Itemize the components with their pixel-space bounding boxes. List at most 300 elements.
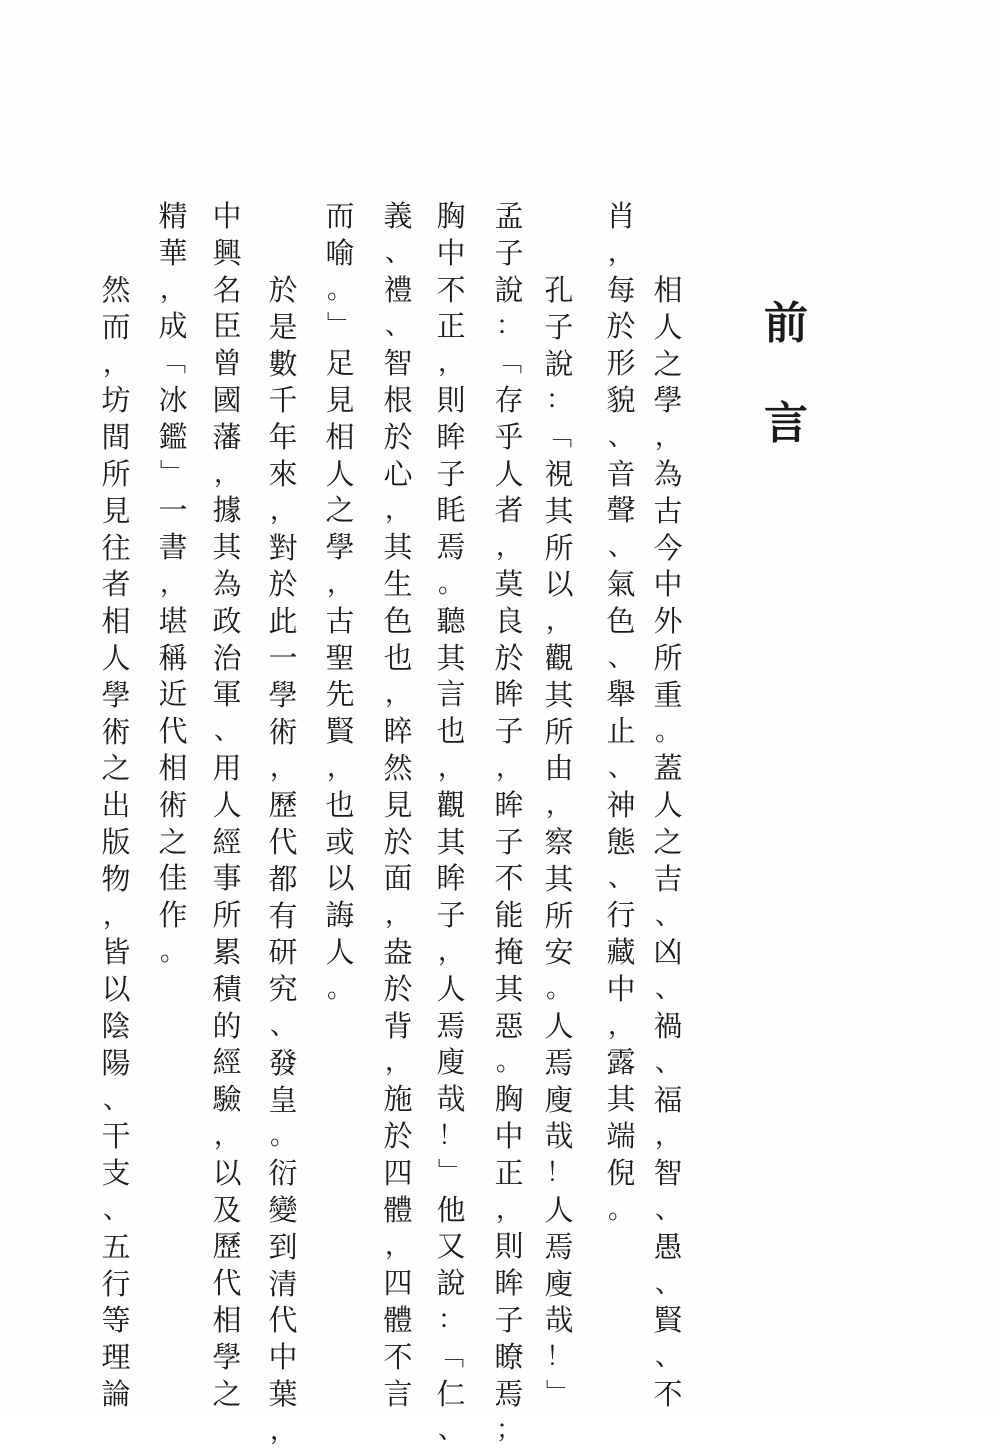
text-char: 神 bbox=[606, 787, 636, 822]
text-char: 論 bbox=[101, 1376, 131, 1411]
text-char: 其 bbox=[436, 640, 466, 675]
text-char: 堪 bbox=[158, 603, 188, 638]
text-char: 。 bbox=[545, 974, 572, 1005]
text-char: 行 bbox=[101, 1266, 131, 1301]
text-char: 哉 bbox=[544, 1119, 574, 1154]
text-char: 察 bbox=[544, 824, 574, 859]
text-char: 學 bbox=[212, 1339, 242, 1374]
text-char: 物 bbox=[101, 861, 131, 896]
text-char: 不 bbox=[494, 861, 524, 896]
text-char: 所 bbox=[212, 898, 242, 933]
text-char: 來 bbox=[268, 456, 298, 491]
text-char: 、 bbox=[269, 1010, 296, 1041]
text-char: 觀 bbox=[436, 787, 466, 822]
text-char: 中 bbox=[436, 235, 466, 270]
text-char: 聖 bbox=[325, 640, 355, 675]
text-char: 正 bbox=[436, 309, 466, 344]
text-char: 中 bbox=[494, 1118, 524, 1153]
text-char: 眸 bbox=[494, 787, 524, 822]
text-char: 佳 bbox=[158, 861, 188, 896]
text-char: 學 bbox=[325, 530, 355, 565]
text-char: 之 bbox=[212, 1376, 242, 1411]
text-char: 累 bbox=[212, 934, 242, 969]
text-char: 誨 bbox=[325, 898, 355, 933]
text-char: 面 bbox=[383, 861, 413, 896]
text-char: 態 bbox=[606, 824, 636, 859]
text-char: 先 bbox=[325, 677, 355, 712]
page-title bbox=[760, 298, 812, 498]
text-char: 理 bbox=[101, 1340, 131, 1375]
text-char: ﹂ bbox=[159, 458, 186, 489]
text-char: 名 bbox=[212, 272, 242, 307]
text-char: 學 bbox=[268, 677, 298, 712]
text-char: 聽 bbox=[436, 603, 466, 638]
text-char: 以 bbox=[101, 972, 131, 1007]
text-column bbox=[648, 272, 688, 1413]
text-char: 賢 bbox=[653, 1303, 683, 1338]
text-char: 。 bbox=[654, 716, 681, 747]
text-char: ， bbox=[102, 348, 129, 379]
text-column bbox=[431, 198, 471, 1449]
text-column bbox=[601, 198, 641, 1228]
text-char: 事 bbox=[212, 861, 242, 896]
text-char: 行 bbox=[606, 898, 636, 933]
text-char: 則 bbox=[436, 382, 466, 417]
text-char: 代 bbox=[158, 714, 188, 749]
text-char: 於 bbox=[268, 567, 298, 602]
text-char: 吉 bbox=[653, 861, 683, 896]
text-char: 於 bbox=[383, 419, 413, 454]
text-char: ： bbox=[495, 311, 522, 342]
text-char: ， bbox=[159, 568, 186, 599]
text-char: 、 bbox=[437, 1415, 464, 1446]
text-char: ﹂ bbox=[326, 311, 353, 342]
text-char: 又 bbox=[436, 1229, 466, 1264]
text-char: 書 bbox=[158, 530, 188, 565]
text-char: ， bbox=[495, 752, 522, 783]
text-char: 智 bbox=[653, 1156, 683, 1191]
text-char: 研 bbox=[268, 935, 298, 970]
text-char: ！ bbox=[545, 1342, 572, 1373]
text-char: 。 bbox=[159, 936, 186, 967]
text-char: 廋 bbox=[544, 1082, 574, 1117]
text-char: 相 bbox=[653, 273, 683, 307]
text-char: ， bbox=[269, 753, 296, 784]
text-char: ， bbox=[654, 1121, 681, 1152]
text-char: 、 bbox=[654, 1268, 681, 1299]
text-column bbox=[153, 198, 193, 971]
text-char: 存 bbox=[494, 382, 524, 417]
text-char: ， bbox=[269, 1415, 296, 1446]
text-char: 術 bbox=[268, 714, 298, 749]
text-char: 據 bbox=[212, 493, 242, 528]
text-column bbox=[320, 198, 360, 1008]
text-char: 間 bbox=[101, 420, 131, 455]
text-char: ， bbox=[384, 679, 411, 710]
text-char: 皆 bbox=[101, 935, 131, 970]
text-char: ！ bbox=[437, 1120, 464, 1151]
text-char: 、 bbox=[102, 1194, 129, 1225]
text-char: 之 bbox=[325, 493, 355, 528]
text-char: ， bbox=[213, 458, 240, 489]
text-char: 為 bbox=[653, 456, 683, 491]
text-char: 其 bbox=[383, 530, 413, 565]
text-char: 發 bbox=[268, 1045, 298, 1080]
text-char: 或 bbox=[325, 824, 355, 859]
text-char: 以 bbox=[544, 567, 574, 602]
text-char: 、 bbox=[654, 1047, 681, 1078]
text-char: 之 bbox=[653, 824, 683, 859]
text-char: 治 bbox=[212, 640, 242, 675]
text-char: ， bbox=[384, 900, 411, 931]
text-char: 術 bbox=[158, 787, 188, 822]
text-char: 千 bbox=[268, 383, 298, 418]
text-char: 於 bbox=[268, 273, 298, 307]
text-char: 支 bbox=[101, 1156, 131, 1191]
text-char: ， bbox=[495, 1194, 522, 1225]
text-char: 乎 bbox=[494, 419, 524, 454]
text-char: 哉 bbox=[436, 1082, 466, 1117]
text-char: 軍 bbox=[212, 677, 242, 712]
text-char: 學 bbox=[653, 383, 683, 418]
text-char: 止 bbox=[606, 714, 636, 749]
text-char: 興 bbox=[212, 235, 242, 270]
text-char: 歷 bbox=[268, 788, 298, 823]
text-char: 也 bbox=[325, 787, 355, 822]
text-char: 焉 bbox=[436, 530, 466, 565]
text-column bbox=[263, 272, 303, 1450]
text-char: ﹁ bbox=[545, 422, 572, 453]
text-char: 說 bbox=[436, 1266, 466, 1301]
title-char: 言 bbox=[764, 398, 808, 449]
text-column bbox=[378, 198, 418, 1412]
text-char: 而 bbox=[325, 199, 355, 233]
text-char: 人 bbox=[101, 640, 131, 675]
text-char: 安 bbox=[544, 935, 574, 970]
text-char: 冰 bbox=[158, 382, 188, 417]
text-char: 也 bbox=[383, 640, 413, 675]
text-char: 、 bbox=[102, 1084, 129, 1115]
text-char: 一 bbox=[158, 493, 188, 528]
text-char: 陽 bbox=[101, 1045, 131, 1080]
text-char: 所 bbox=[544, 714, 574, 749]
title-char: 前 bbox=[764, 298, 808, 349]
text-char: 藏 bbox=[606, 934, 636, 969]
text-char: 見 bbox=[101, 493, 131, 528]
text-char: 等 bbox=[101, 1303, 131, 1338]
text-char: ， bbox=[159, 274, 186, 305]
text-char: 胸 bbox=[494, 1082, 524, 1117]
text-char: 於 bbox=[383, 971, 413, 1006]
text-char: 臣 bbox=[212, 309, 242, 344]
text-char: ﹁ bbox=[159, 348, 186, 379]
text-char: 眸 bbox=[494, 1266, 524, 1301]
text-char: 數 bbox=[268, 346, 298, 381]
text-char: 五 bbox=[101, 1229, 131, 1264]
text-char: 焉 bbox=[544, 1229, 574, 1264]
text-char: ！ bbox=[545, 1158, 572, 1189]
text-char: 露 bbox=[606, 1045, 636, 1080]
text-char: 睟 bbox=[383, 714, 413, 749]
text-char: 近 bbox=[158, 677, 188, 712]
text-char: 陰 bbox=[101, 1008, 131, 1043]
text-char: 政 bbox=[212, 603, 242, 638]
text-char: 廋 bbox=[436, 1045, 466, 1080]
text-char: 所 bbox=[101, 456, 131, 491]
text-char: 以 bbox=[325, 861, 355, 896]
text-char: 見 bbox=[383, 787, 413, 822]
text-char: 而 bbox=[101, 309, 131, 344]
text-char: ： bbox=[545, 385, 572, 416]
text-char: 用 bbox=[212, 750, 242, 785]
text-char: 聲 bbox=[606, 493, 636, 528]
text-char: 清 bbox=[268, 1266, 298, 1301]
text-char: ， bbox=[326, 752, 353, 783]
text-char: 干 bbox=[101, 1119, 131, 1154]
text-char: 喻 bbox=[325, 235, 355, 270]
text-char: 則 bbox=[494, 1229, 524, 1264]
text-char: 、 bbox=[607, 421, 634, 452]
text-char: 眸 bbox=[436, 861, 466, 896]
text-char: 版 bbox=[101, 824, 131, 859]
text-char: 之 bbox=[653, 346, 683, 381]
text-char: ， bbox=[607, 1010, 634, 1041]
text-column bbox=[96, 272, 136, 1413]
text-char: 於 bbox=[494, 640, 524, 675]
text-char: 形 bbox=[606, 346, 636, 381]
text-char: 焉 bbox=[494, 1376, 524, 1411]
text-char: 凶 bbox=[653, 935, 683, 970]
text-char: 盎 bbox=[383, 934, 413, 969]
text-char: 重 bbox=[653, 677, 683, 712]
text-char: 代 bbox=[212, 1266, 242, 1301]
text-char: 驗 bbox=[212, 1082, 242, 1117]
text-column bbox=[489, 198, 529, 1449]
text-char: 。 bbox=[437, 568, 464, 599]
text-char: 子 bbox=[494, 235, 524, 270]
text-char: 施 bbox=[383, 1082, 413, 1117]
text-char: 音 bbox=[606, 456, 636, 491]
text-char: 、 bbox=[607, 532, 634, 563]
text-char: ， bbox=[607, 237, 634, 268]
text-char: 歷 bbox=[212, 1229, 242, 1264]
text-char: 胸 bbox=[436, 199, 466, 233]
text-char: 足 bbox=[325, 346, 355, 381]
text-char: 稱 bbox=[158, 640, 188, 675]
text-char: 說 bbox=[494, 272, 524, 307]
text-char: 其 bbox=[212, 530, 242, 565]
text-char: 人 bbox=[325, 456, 355, 491]
text-char: 曾 bbox=[212, 346, 242, 381]
text-char: 眸 bbox=[436, 419, 466, 454]
text-char: 智 bbox=[383, 346, 413, 381]
text-char: 代 bbox=[268, 824, 298, 859]
text-char: 今 bbox=[653, 530, 683, 565]
text-char: 古 bbox=[325, 603, 355, 638]
text-char: 義 bbox=[383, 199, 413, 233]
text-char: 子 bbox=[494, 714, 524, 749]
text-char: 禮 bbox=[383, 272, 413, 307]
text-char: 、 bbox=[384, 311, 411, 342]
text-char: 仁 bbox=[436, 1376, 466, 1411]
text-char: 人 bbox=[653, 788, 683, 823]
text-char: 於 bbox=[383, 1118, 413, 1153]
text-char: 者 bbox=[494, 493, 524, 528]
text-char: 子 bbox=[544, 309, 574, 344]
text-column bbox=[539, 272, 579, 1413]
text-char: 外 bbox=[653, 604, 683, 639]
text-char: 說 bbox=[544, 346, 574, 381]
text-char: 以 bbox=[212, 1155, 242, 1190]
text-char: 往 bbox=[101, 530, 131, 565]
text-char: 愚 bbox=[653, 1229, 683, 1264]
text-char: 所 bbox=[544, 530, 574, 565]
text-char: 國 bbox=[212, 382, 242, 417]
text-char: 、 bbox=[607, 863, 634, 894]
text-char: 、 bbox=[654, 900, 681, 931]
text-char: 其 bbox=[544, 861, 574, 896]
text-column bbox=[207, 198, 247, 1412]
text-char: 經 bbox=[212, 824, 242, 859]
text-char: ﹂ bbox=[545, 1378, 572, 1409]
text-char: ， bbox=[213, 1120, 240, 1151]
text-char: 不 bbox=[653, 1376, 683, 1411]
text-char: ， bbox=[545, 606, 572, 637]
text-char: 出 bbox=[101, 788, 131, 823]
text-char: 心 bbox=[383, 456, 413, 491]
text-char: 根 bbox=[383, 382, 413, 417]
text-char: ， bbox=[326, 568, 353, 599]
text-char: 人 bbox=[436, 971, 466, 1006]
text-char: 、 bbox=[607, 752, 634, 783]
text-char: 皇 bbox=[268, 1082, 298, 1117]
text-char: ， bbox=[654, 422, 681, 453]
text-char: 此 bbox=[268, 604, 298, 639]
text-char: 體 bbox=[383, 1192, 413, 1227]
text-char: ， bbox=[269, 495, 296, 526]
text-char: 相 bbox=[325, 419, 355, 454]
text-char: 人 bbox=[544, 1192, 574, 1227]
text-char: 言 bbox=[436, 677, 466, 712]
text-char: 四 bbox=[383, 1155, 413, 1190]
text-char: 。 bbox=[326, 274, 353, 305]
text-char: 舉 bbox=[606, 677, 636, 712]
text-char: 。 bbox=[269, 1121, 296, 1152]
text-char: 於 bbox=[606, 309, 636, 344]
text-char: 其 bbox=[544, 493, 574, 528]
text-char: 色 bbox=[606, 603, 636, 638]
text-char: ﹁ bbox=[437, 1341, 464, 1372]
text-char: ， bbox=[437, 936, 464, 967]
text-char: 廋 bbox=[544, 1266, 574, 1301]
text-char: 中 bbox=[653, 567, 683, 602]
text-char: 、 bbox=[213, 716, 240, 747]
text-char: 眊 bbox=[436, 493, 466, 528]
text-char: 之 bbox=[158, 824, 188, 859]
text-char: 焉 bbox=[436, 1008, 466, 1043]
text-char: 其 bbox=[544, 677, 574, 712]
text-char: 不 bbox=[383, 1339, 413, 1374]
text-char: 不 bbox=[436, 272, 466, 307]
text-char: ， bbox=[545, 790, 572, 821]
text-char: 積 bbox=[212, 971, 242, 1006]
text-char: ， bbox=[495, 532, 522, 563]
text-char: 代 bbox=[268, 1303, 298, 1338]
text-char: 人 bbox=[212, 787, 242, 822]
text-char: 於 bbox=[383, 824, 413, 859]
text-char: 言 bbox=[383, 1376, 413, 1411]
text-char: 四 bbox=[383, 1266, 413, 1301]
text-char: 所 bbox=[653, 640, 683, 675]
text-char: 其 bbox=[494, 971, 524, 1006]
text-char: 眸 bbox=[494, 677, 524, 712]
text-char: 也 bbox=[436, 714, 466, 749]
text-char: 作 bbox=[158, 898, 188, 933]
text-char: 能 bbox=[494, 898, 524, 933]
text-char: ； bbox=[495, 1415, 522, 1446]
text-char: 氣 bbox=[606, 566, 636, 601]
text-char: 、 bbox=[654, 1342, 681, 1373]
text-char: 中 bbox=[606, 971, 636, 1006]
text-char: 鑑 bbox=[158, 419, 188, 454]
text-char: 由 bbox=[544, 751, 574, 786]
text-char: 人 bbox=[544, 1008, 574, 1043]
text-char: ﹁ bbox=[495, 348, 522, 379]
text-char: 蓋 bbox=[653, 751, 683, 786]
text-char: 子 bbox=[436, 898, 466, 933]
text-char: 中 bbox=[268, 1340, 298, 1375]
text-char: 良 bbox=[494, 603, 524, 638]
text-char: 學 bbox=[101, 677, 131, 712]
text-char: 貌 bbox=[606, 382, 636, 417]
text-char: 。 bbox=[495, 1047, 522, 1078]
text-char: ， bbox=[384, 495, 411, 526]
text-char: 子 bbox=[494, 824, 524, 859]
text-char: 掩 bbox=[494, 934, 524, 969]
text-char: 藩 bbox=[212, 419, 242, 454]
text-char: ﹂ bbox=[437, 1157, 464, 1188]
text-char: 福 bbox=[653, 1082, 683, 1117]
text-char: 背 bbox=[383, 1008, 413, 1043]
text-char: 葉 bbox=[268, 1376, 298, 1411]
text-char: 相 bbox=[158, 750, 188, 785]
text-char: 及 bbox=[212, 1192, 242, 1227]
text-char: 他 bbox=[436, 1192, 466, 1227]
text-char: 禍 bbox=[653, 1008, 683, 1043]
text-char: ， bbox=[437, 348, 464, 379]
text-char: 的 bbox=[212, 1008, 242, 1043]
text-char: 中 bbox=[212, 199, 242, 233]
text-char: 子 bbox=[436, 456, 466, 491]
text-char: 對 bbox=[268, 530, 298, 565]
text-char: 惡 bbox=[494, 1008, 524, 1043]
text-char: ： bbox=[437, 1304, 464, 1335]
text-char: 色 bbox=[383, 603, 413, 638]
text-char: 、 bbox=[654, 974, 681, 1005]
text-char: 每 bbox=[606, 272, 636, 307]
text-char: 相 bbox=[101, 604, 131, 639]
text-char: 人 bbox=[653, 309, 683, 344]
text-char: ， bbox=[384, 1047, 411, 1078]
text-char: 都 bbox=[268, 861, 298, 896]
text-char: 之 bbox=[101, 751, 131, 786]
text-char: 一 bbox=[268, 640, 298, 675]
text-char: 者 bbox=[101, 567, 131, 602]
text-char: 視 bbox=[544, 456, 574, 491]
text-char: 然 bbox=[383, 750, 413, 785]
text-char: 、 bbox=[654, 1194, 681, 1225]
text-char: 體 bbox=[383, 1302, 413, 1337]
